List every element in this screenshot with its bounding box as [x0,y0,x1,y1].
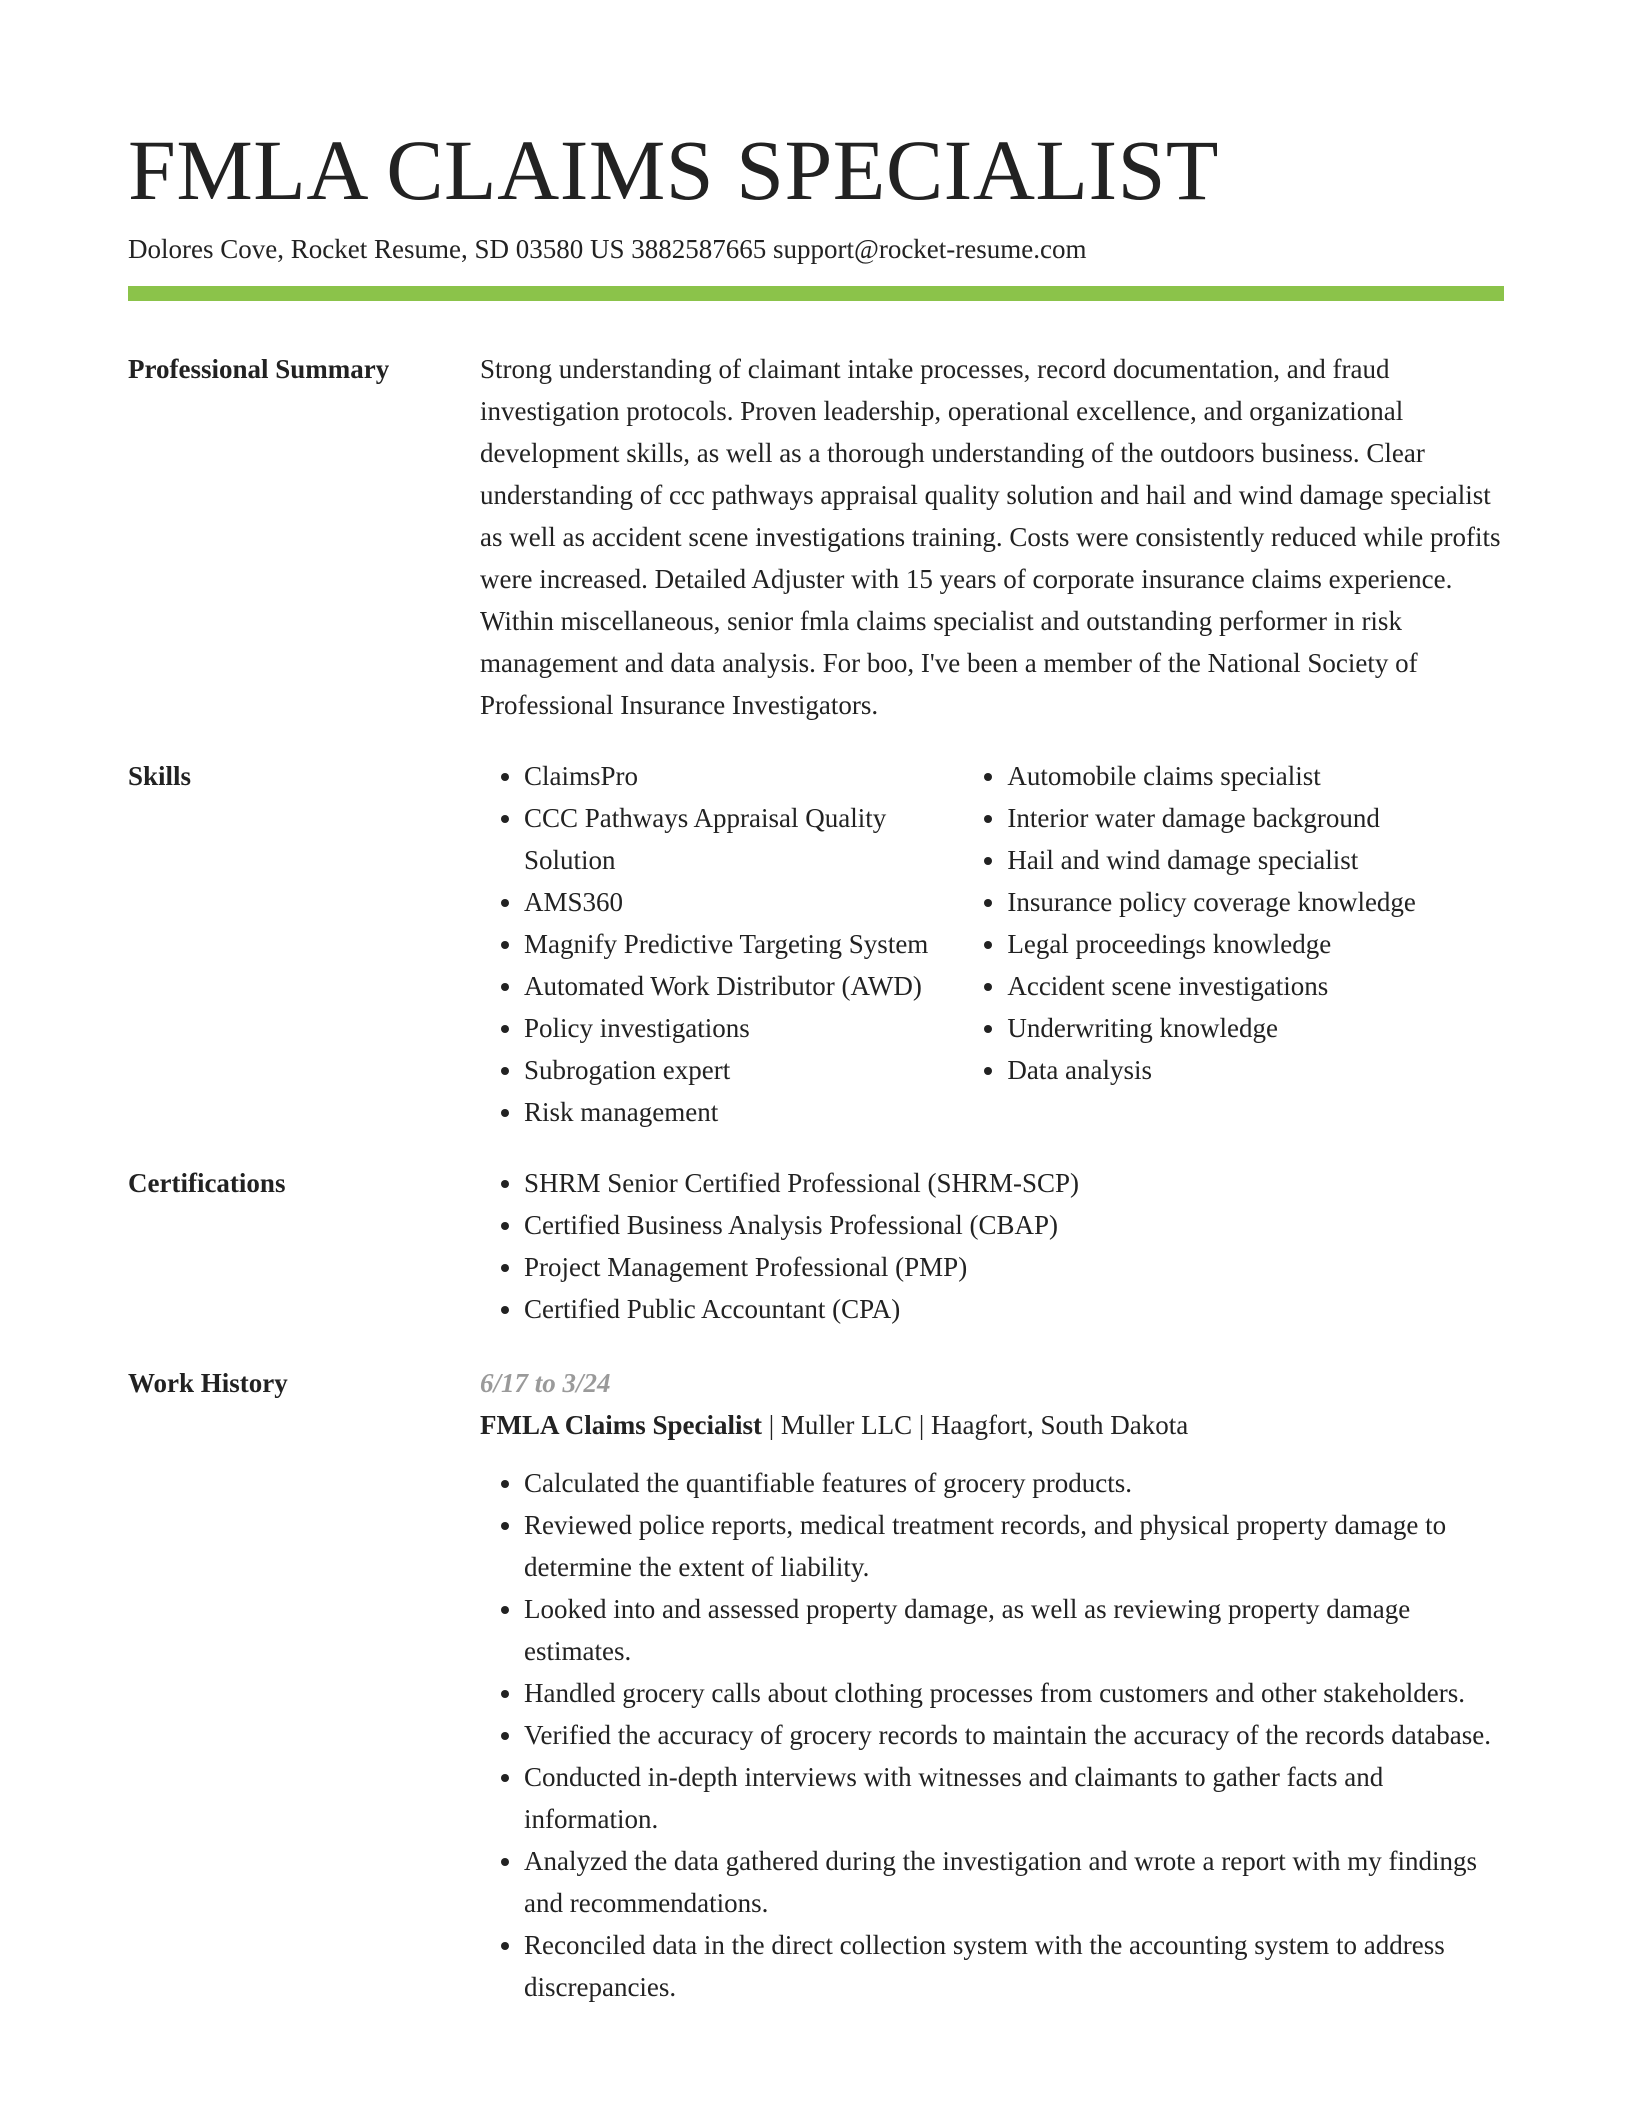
skill-item: • AMS360 [524,881,963,923]
certifications-label: Certifications [128,1168,286,1198]
job-heading [480,1404,1504,1446]
skill-item: • Automated Work Distributor (AWD) [524,965,963,1007]
job-duty-item: • Handled grocery calls about clothing processes from customers and other stakeholders. [524,1672,1504,1714]
job-title: FMLA Claims Specialist [480,1410,762,1440]
skill-item: • CCC Pathways Appraisal Quality Solution [524,797,963,881]
job-duty-item: • Verified the accuracy of grocery records to maintain the accuracy of the records database. [524,1714,1504,1756]
certifications-content [480,1162,1504,1330]
certification-item: • Certified Public Accountant (CPA) [524,1288,1504,1330]
skill-item: • Accident scene investigations [1007,965,1504,1007]
certification-item: • Certified Business Analysis Professional (CBAP) [524,1204,1504,1246]
skill-item: • Automobile claims specialist [1007,755,1504,797]
work-history-label: Work History [128,1368,288,1398]
skills-label: Skills [128,761,192,791]
header-divider [128,286,1504,301]
certifications-list [480,1162,1504,1330]
certification-item: • Project Management Professional (PMP) [524,1246,1504,1288]
skill-item: • Hail and wind damage specialist [1007,839,1504,881]
certification-item: • SHRM Senior Certified Professional (SHRM-SCP) [524,1162,1504,1204]
job-duty-item: • Reconciled data in the direct collection system with the accounting system to address discrepancies. [524,1924,1504,2008]
contact-line: Dolores Cove, Rocket Resume, SD 03580 US 3882587665 support@rocket-resume.com [128,234,1087,264]
skill-item: • Data analysis [1007,1049,1504,1091]
skills-column-1 [480,755,963,1133]
job-duty-item: • Conducted in-depth interviews with witnesses and claimants to gather facts and information. [524,1756,1504,1840]
skill-item: • Underwriting knowledge [1007,1007,1504,1049]
job-dates: 6/17 to 3/24 [480,1368,611,1398]
job-duty-item: • Reviewed police reports, medical treatment records, and physical property damage to determine the extent of liability. [524,1504,1504,1588]
job-duty-item: • Calculated the quantifiable features of grocery products. [524,1462,1504,1504]
summary-label: Professional Summary [128,354,390,384]
skill-item: • Legal proceedings knowledge [1007,923,1504,965]
skill-item: • ClaimsPro [524,755,963,797]
skills-column-2 [963,755,1504,1133]
job-details: | Muller LLC | Haagfort, South Dakota [762,1410,1189,1440]
job-duty-item: • Analyzed the data gathered during the investigation and wrote a report with my findings and recommendations. [524,1840,1504,1924]
skill-item: • Policy investigations [524,1007,963,1049]
job-duty-item: • Looked into and assessed property damage, as well as reviewing property damage estimates. [524,1588,1504,1672]
skill-item: • Risk management [524,1091,963,1133]
skill-item: • Magnify Predictive Targeting System [524,923,963,965]
skill-item: • Insurance policy coverage knowledge [1007,881,1504,923]
skill-item: • Interior water damage background [1007,797,1504,839]
skills-content [480,755,1504,1133]
summary-content [480,348,1504,726]
resume-title: FMLA CLAIMS SPECIALIST [128,122,1219,218]
skill-item: • Subrogation expert [524,1049,963,1091]
summary-text: Strong understanding of claimant intake processes, record documentation, and fraud investigation protocols. Proven leadership, operational excellence, and organizational development skills, as well as a thorough understanding of the outdoors business. Clear understanding of ccc pathways appraisal quality solution and hail and wind damage specialist as well as accident scene investigations training. Costs were consistently reduced while profits were increased. Detailed Adjuster with 15 years of corporate insurance claims experience. Within miscellaneous, senior fmla claims specialist and outstanding performer in risk management and data analysis. For boo, I've been a member of the National Society of Professional Insurance Investigators. [480,354,1501,720]
job-duties-list [480,1462,1504,2008]
work-history-content [480,1362,1504,2008]
